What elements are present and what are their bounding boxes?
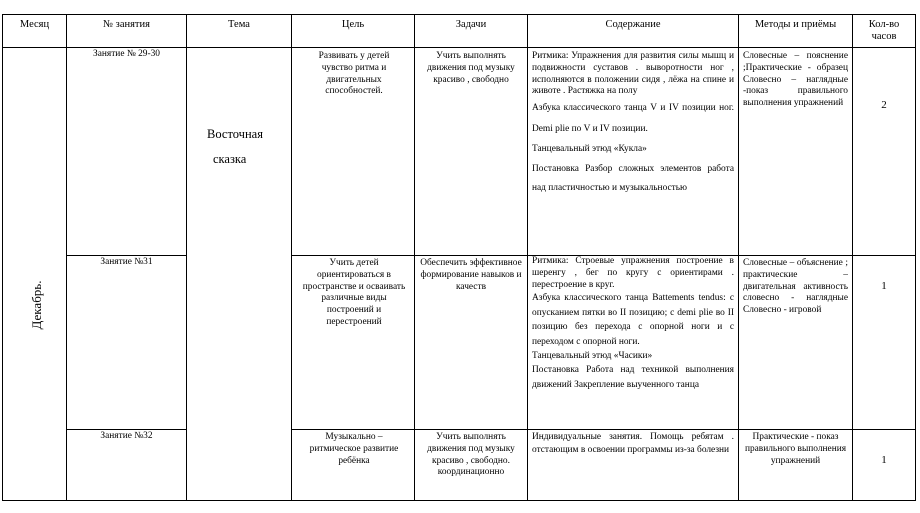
header-month: Месяц — [19, 19, 50, 30]
row1-content-rhythm: Ритмика: Упражнения для развития силы мышц и подвижности суставов . выворотности ног , исполняются в положении сидя , лёжа на спине и животе . Растяжка на полу — [532, 51, 734, 97]
row2-content-staging: Постановка Работа над техникой выполнения движений Закрепление выученного танца — [532, 365, 734, 391]
table-border-bottom — [2, 500, 916, 501]
header-content: Содержание — [605, 19, 661, 30]
row3-tasks: Учить выполнять движения под музыку красиво , свободно. координационно — [427, 432, 515, 478]
row1-tasks: Учить выполнять движения под музыку красиво , свободно — [427, 51, 515, 85]
row3-hours: 1 — [881, 455, 887, 466]
header-separator — [2, 47, 916, 48]
row2-lesson: Занятие №31 — [100, 257, 153, 267]
topic-cell — [207, 127, 287, 166]
topic-line2: сказка — [213, 152, 247, 166]
row1-content-abc: Азбука классического танца V и IV позиции ног. Demi plie по V и IV позиции. — [532, 103, 734, 135]
row2-content-rhythm: Ритмика: Строевые упражнения построение в шеренгу , бег по кругу с ориентирами . перестроение в круг. — [532, 256, 734, 290]
row1-hours: 2 — [881, 100, 887, 111]
header-topic: Тема — [228, 19, 250, 30]
row1-content-staging: Постановка Разбор сложных элементов работа над пластичностью и музыкальностью — [532, 163, 734, 193]
row3-content — [532, 431, 734, 457]
header-tasks: Задачи — [455, 19, 487, 30]
row2-methods: Словесные – объяснение ; практические – двигательная активность словесно - наглядные Словесно - игровой — [743, 258, 848, 316]
topic-line1: Восточная — [207, 127, 263, 141]
col-line-1 — [66, 14, 67, 501]
row2-goal: Учить детей ориентироваться в пространстве и осваивать различные виды построений и перестроений — [302, 258, 406, 327]
col-line-3 — [291, 14, 292, 501]
row3-methods: Практические - показ правильного выполнения упражнений — [744, 432, 847, 466]
row1-methods: Словесные – пояснение ;Практические - образец Словесно – наглядные -показ правильного выполнения упражнений — [743, 51, 848, 109]
col-line-5 — [527, 14, 528, 501]
row-separator-2 — [66, 429, 186, 430]
header-hours-line1: Кол-во — [868, 19, 900, 30]
row2-tasks: Обеспечить эффективное формирование навыков и качеств — [420, 258, 522, 292]
row3-lesson: Занятие №32 — [100, 431, 153, 441]
row1-lesson: Занятие № 29-30 — [93, 49, 160, 59]
row3-content-individual: Индивидуальные занятия. Помощь ребятам . отстающим в освоении программы из-за болезни — [532, 432, 734, 455]
table-border-top — [2, 14, 916, 15]
row2-hours: 1 — [881, 281, 887, 292]
header-methods: Методы и приёмы — [754, 19, 837, 30]
col-line-4 — [414, 14, 415, 501]
col-line-7 — [852, 14, 853, 501]
header-hours-line2: часов — [871, 31, 897, 42]
row2-content-abc: Азбука классического танца Battements tendus: с опусканием пятки во II позицию; с demi plie во II позицию без перехода с опорной ноги и с переходом с опорной ноги. — [532, 293, 734, 347]
col-line-2 — [186, 14, 187, 501]
header-goal: Цель — [341, 19, 365, 30]
row1-goal: Развивать у детей чувство ритма и двигательных способностей. — [318, 51, 390, 97]
month-cell — [22, 275, 52, 335]
header-hours — [853, 19, 915, 43]
col-line-6 — [738, 14, 739, 501]
col-line-8 — [915, 14, 916, 501]
row1-content-etude: Танцевальный этюд «Кукла» — [532, 144, 647, 155]
month-label: Декабрь. — [29, 280, 44, 330]
row2-content — [532, 256, 734, 393]
col-line-0 — [2, 14, 3, 501]
row2-content-etude: Танцевальный этюд «Часики» — [532, 351, 653, 362]
header-lesson-number: № занятия — [103, 19, 150, 30]
lesson-plan-table — [2, 0, 916, 513]
row1-content — [532, 51, 734, 198]
row3-goal: Музыкально – ритмическое развитие ребёнка — [309, 432, 399, 466]
row-separator-1 — [66, 255, 186, 256]
row-separator-2b — [291, 429, 916, 430]
